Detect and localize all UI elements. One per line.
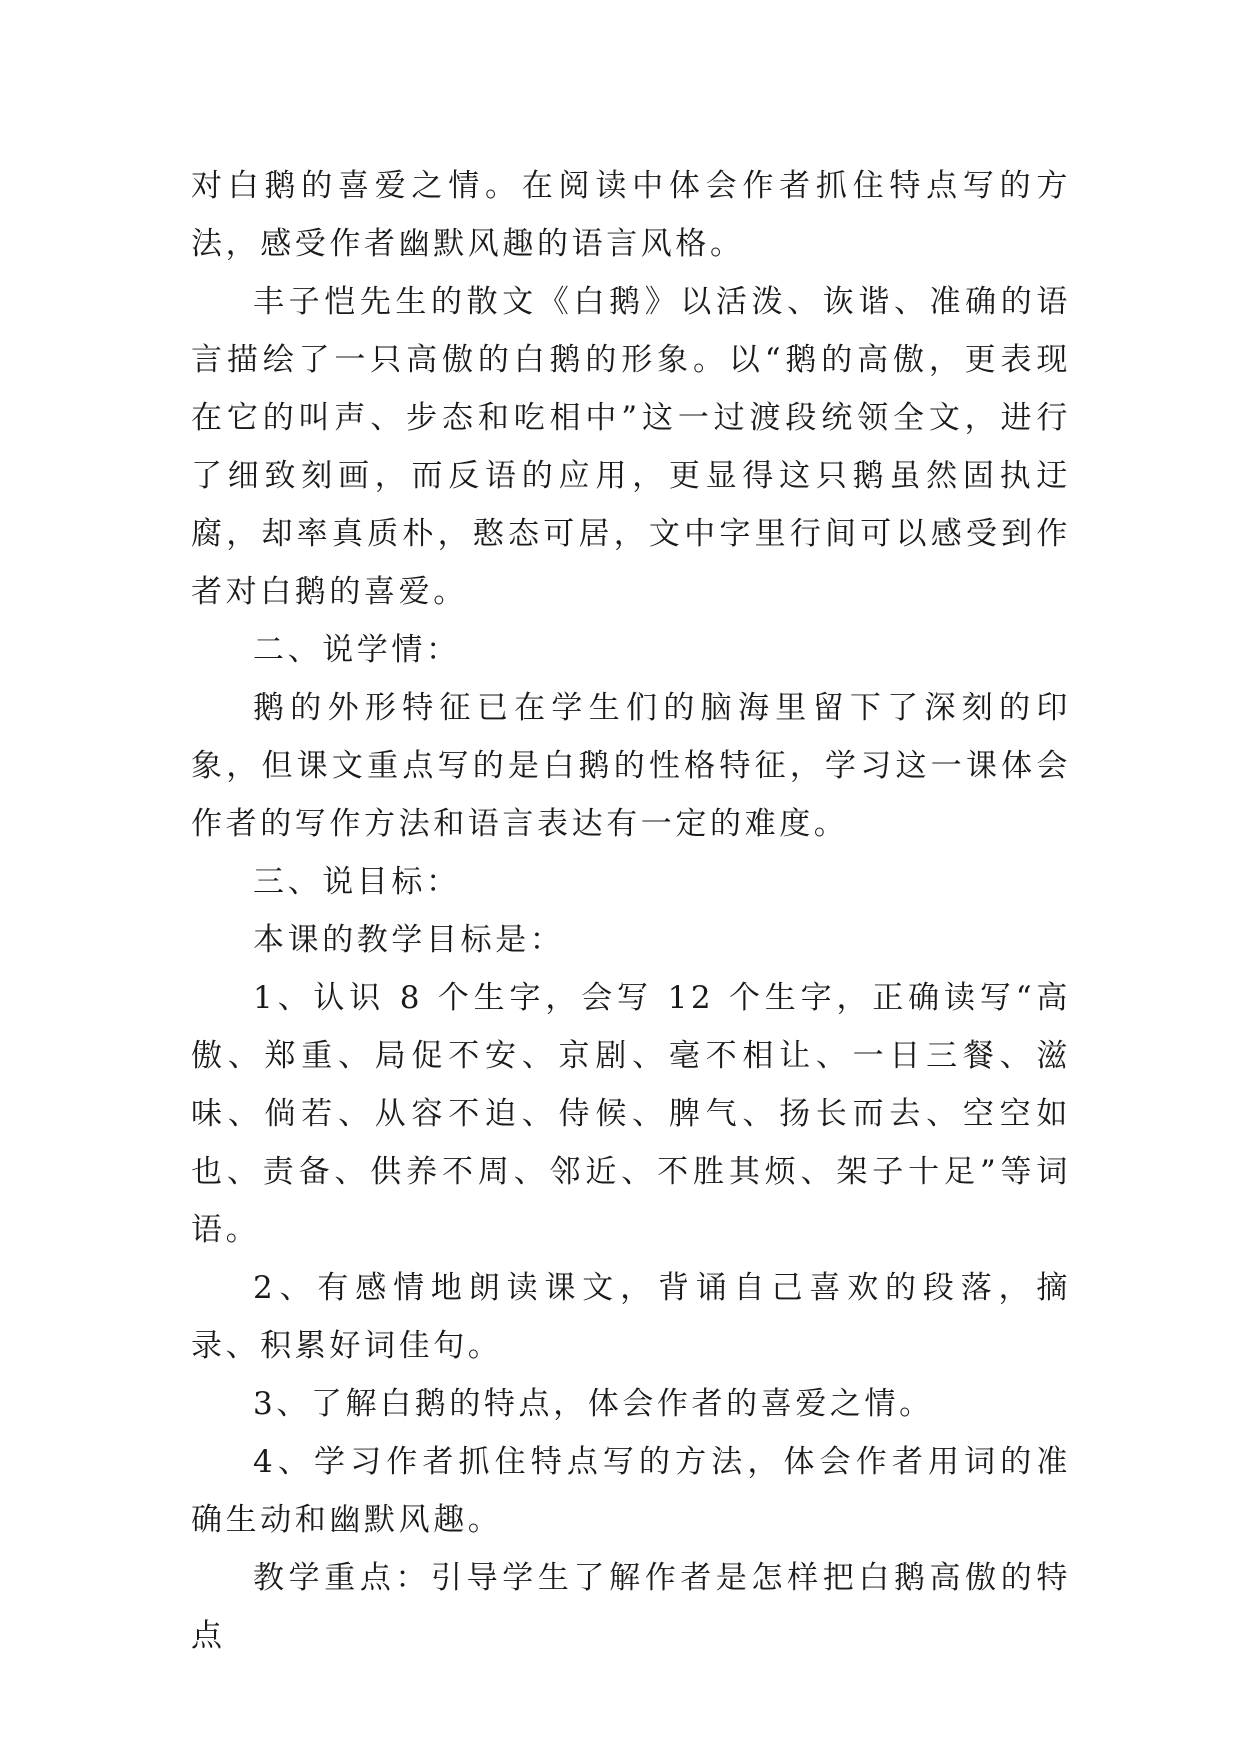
objective-item-4: 4、学习作者抓住特点写的方法，体会作者用词的准确生动和幽默风趣。	[191, 1444, 1071, 1538]
document-body	[191, 157, 1071, 1665]
section-heading-student-situation: 二、说学情：	[253, 632, 461, 668]
objective-item-3: 3、了解白鹅的特点，体会作者的喜爱之情。	[253, 1386, 934, 1422]
objective-item-1: 1、认识 8 个生字，会写 12 个生字，正确读写“高傲、郑重、局促不安、京剧、毫不相让、一日三餐、滋味、倘若、从容不迫、侍候、脾气、扬长而去、空空如也、责备、供养不周、邻近、不胜其烦、架子十足”等词语。	[191, 980, 1071, 1248]
paragraph-3: 鹅的外形特征已在学生们的脑海里留下了深刻的印象，但课文重点写的是白鹅的性格特征，学习这一课体会作者的写作方法和语言表达有一定的难度。	[191, 690, 1071, 842]
paragraph-2: 丰子恺先生的散文《白鹅》以活泼、诙谐、准确的语言描绘了一只高傲的白鹅的形象。以“鹅的高傲，更表现在它的叫声、步态和吃相中”这一过渡段统领全文，进行了细致刻画，而反语的应用，更显得这只鹅虽然固执迂腐，却率真质朴，憨态可居，文中字里行间可以感受到作者对白鹅的喜爱。	[191, 284, 1071, 610]
objectives-intro: 本课的教学目标是：	[253, 922, 565, 958]
objective-item-2: 2、有感情地朗读课文，背诵自己喜欢的段落，摘录、积累好词佳句。	[191, 1270, 1071, 1364]
teaching-focus: 教学重点：引导学生了解作者是怎样把白鹅高傲的特点	[191, 1560, 1071, 1654]
section-heading-objectives: 三、说目标：	[253, 864, 461, 900]
paragraph-1: 对白鹅的喜爱之情。在阅读中体会作者抓住特点写的方法，感受作者幽默风趣的语言风格。	[191, 168, 1071, 262]
